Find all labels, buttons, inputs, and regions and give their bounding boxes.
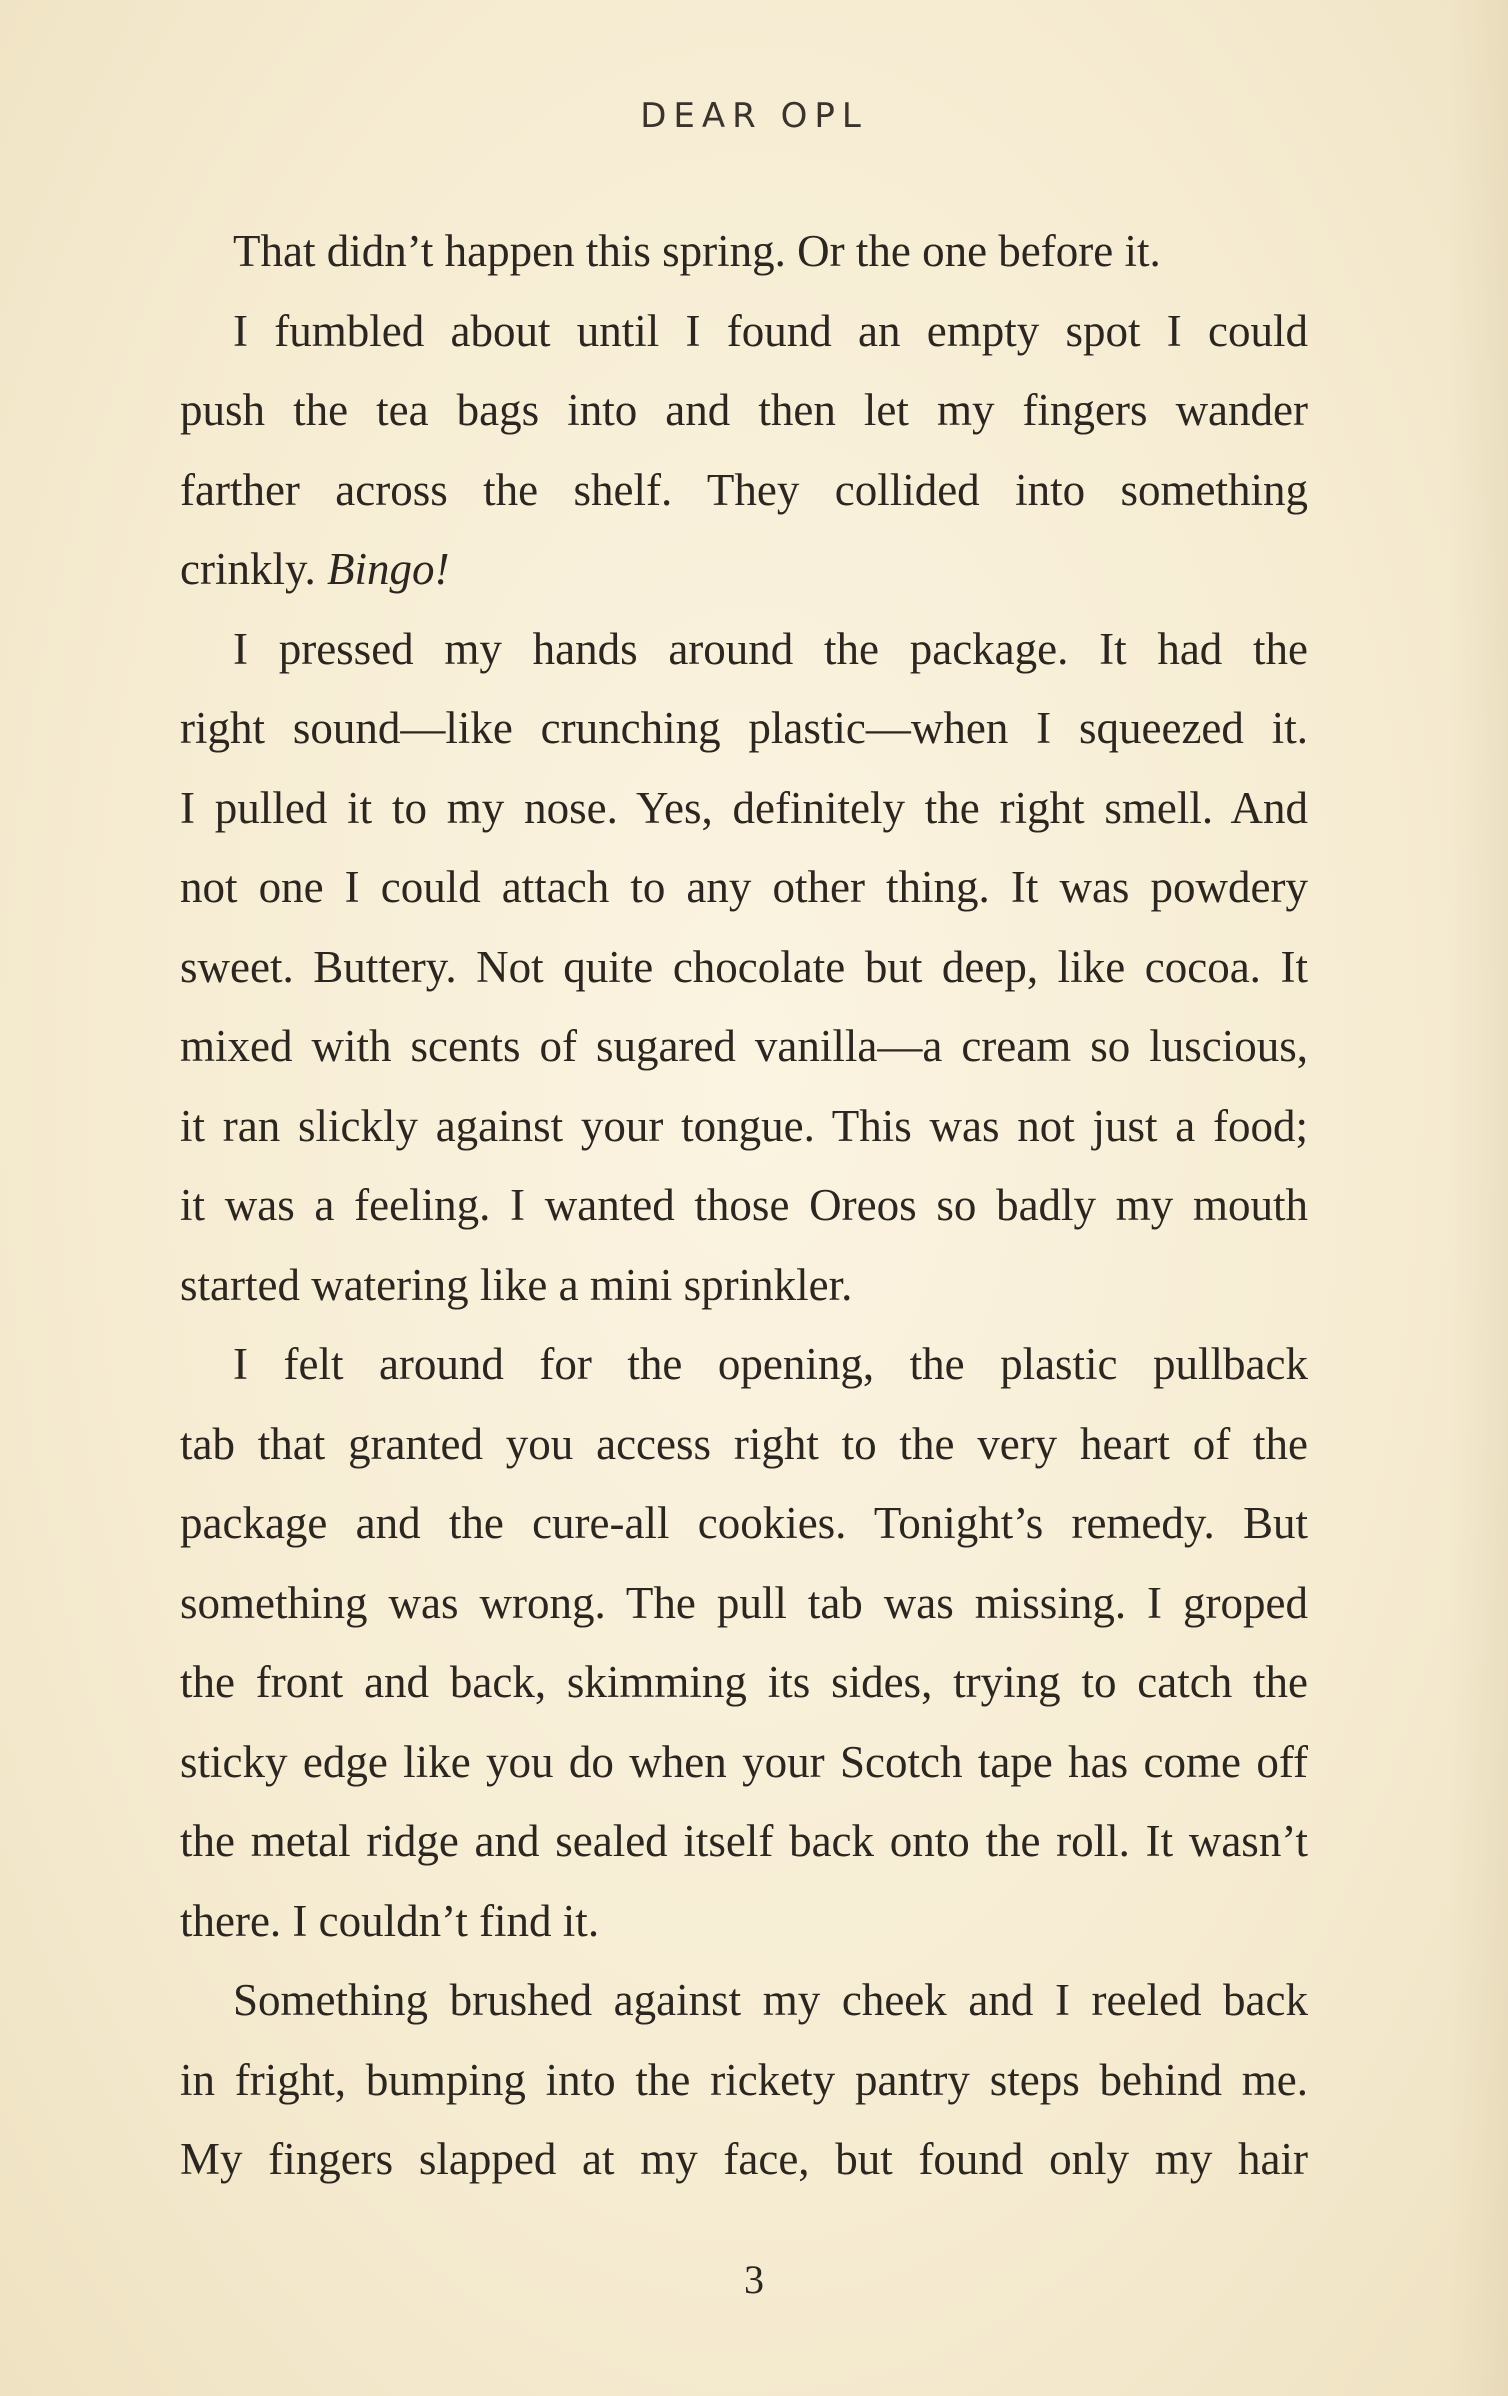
page-number: 3 — [744, 2257, 764, 2302]
text-line: in fright, bumping into the rickety pantry steps behind me. — [180, 2054, 1308, 2105]
text-line: it was a feeling. I wanted those Oreos so badly my mouth — [180, 1180, 1308, 1230]
text-line: That didn’t happen this spring. Or the one before it. — [233, 226, 1161, 276]
text-line: I pulled it to my nose. Yes, definitely the right smell. And — [180, 782, 1308, 833]
running-header: DEAR OPL — [640, 96, 868, 136]
text-line: the metal ridge and sealed itself back onto the roll. It wasn’t — [180, 1816, 1308, 1866]
text-line: something was wrong. The pull tab was missing. I groped — [180, 1577, 1308, 1628]
body-text — [180, 212, 1308, 2200]
text-line: tab that granted you access right to the very heart of the — [180, 1418, 1308, 1469]
italic-exclamation: Bingo! — [327, 544, 450, 594]
text-line: started watering like a mini sprinkler. — [180, 1259, 853, 1310]
page-edge-shading — [1448, 0, 1508, 2396]
text-line: I fumbled about until I found an empty spot I could — [233, 305, 1308, 356]
text-line: My fingers slapped at my face, but found only my hair — [180, 2134, 1308, 2184]
text-line: package and the cure-all cookies. Tonight’s remedy. But — [180, 1498, 1308, 1548]
text-line: push the tea bags into and then let my fingers wander — [180, 385, 1308, 435]
text-line: the front and back, skimming its sides, trying to catch the — [180, 1657, 1308, 1707]
text-line: it ran slickly against your tongue. This was not just a food; — [180, 1100, 1308, 1151]
text-line: not one I could attach to any other thing. It was powdery — [180, 862, 1308, 912]
text-line: right sound—like crunching plastic—when I squeezed it. — [180, 703, 1308, 753]
text-line: there. I couldn’t find it. — [180, 1895, 600, 1946]
text-line: I pressed my hands around the package. It had the — [233, 623, 1308, 674]
text-line: farther across the shelf. They collided into something — [180, 464, 1308, 515]
text-line: I felt around for the opening, the plastic pullback — [233, 1339, 1308, 1389]
text-line: mixed with scents of sugared vanilla—a cream so luscious, — [180, 1021, 1308, 1071]
text-line: sweet. Buttery. Not quite chocolate but deep, like cocoa. It — [180, 941, 1308, 992]
text-line — [180, 530, 1308, 610]
text-line: Something brushed against my cheek and I reeled back — [233, 1975, 1308, 2025]
text-line: sticky edge like you do when your Scotch tape has come off — [180, 1736, 1308, 1787]
text-line-start: crinkly. — [180, 544, 316, 594]
